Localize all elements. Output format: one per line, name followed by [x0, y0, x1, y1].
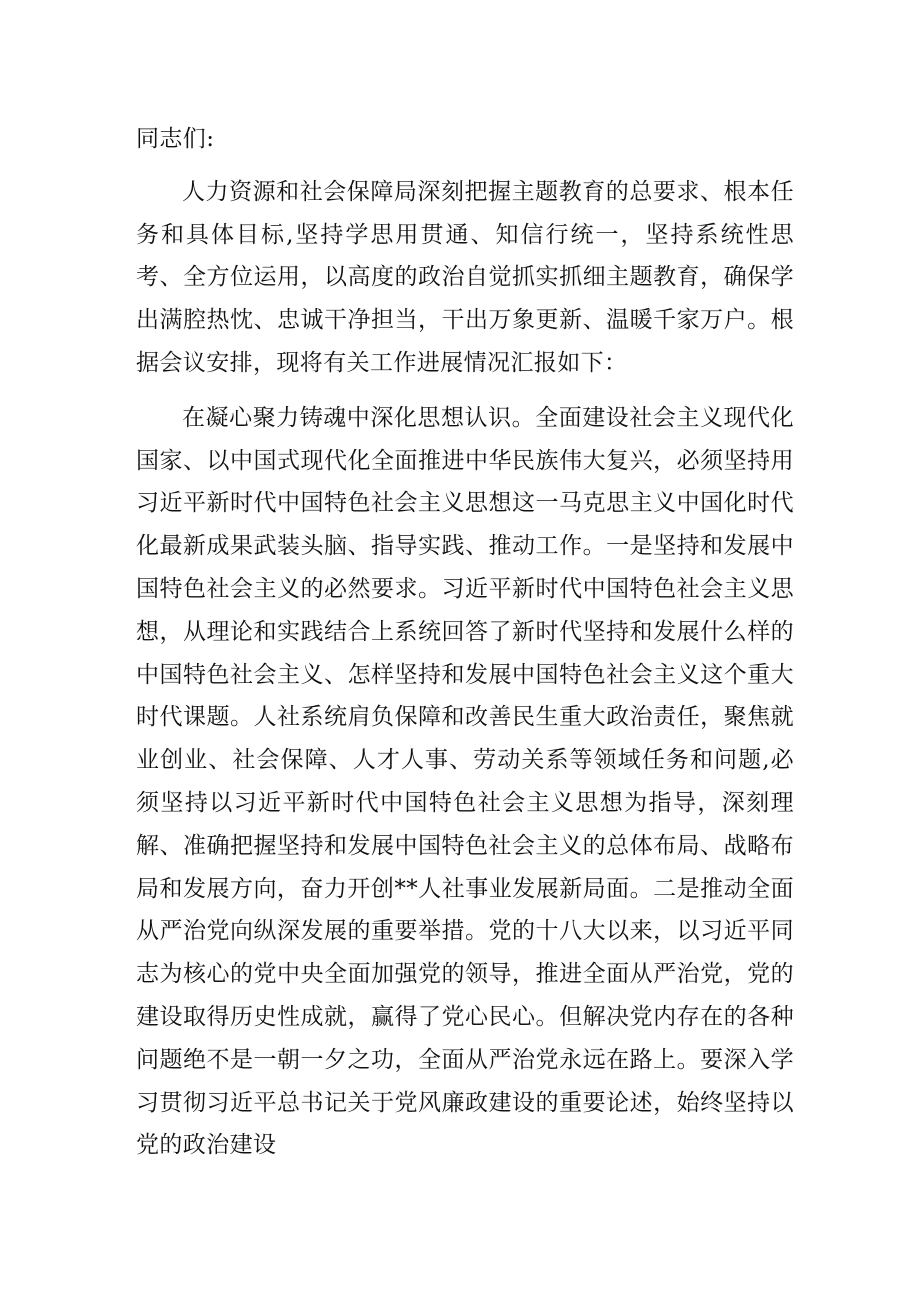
paragraph-intro: 人力资源和社会保障局深刻把握主题教育的总要求、根本任务和具体目标,坚持学思用贯通、知信行统一，坚持系统性思考、全方位运用，以高度的政治自觉抓实抓细主题教育，确保学出满腔热忱、忠诚干净担当，干出万象更新、温暖千家万户。根据会议安排，现将有关工作进展情况汇报如下：	[136, 178, 794, 376]
paragraph-ideology: 在凝心聚力铸魂中深化思想认识。全面建设社会主义现代化国家、以中国式现代化全面推进中华民族伟大复兴，必须坚持用习近平新时代中国特色社会主义思想这一马克思主义中国化时代化最新成果武装头脑、指导实践、推动工作。一是坚持和发展中国特色社会主义的必然要求。习近平新时代中国特色社会主义思想，从理论和实践结合上系统回答了新时代坚持和发展什么样的中国特色社会主义、怎样坚持和发展中国特色社会主义这个重大时代课题。人社系统肩负保障和改善民生重大政治责任，聚焦就业创业、社会保障、人才人事、劳动关系等领域任务和问题,必须坚持以习近平新时代中国特色社会主义思想为指导，深刻理解、准确把握坚持和发展中国特色社会主义的总体布局、战略布局和发展方向，奋力开创**人社事业发展新局面。二是推动全面从严治党向纵深发展的重要举措。党的十八大以来，以习近平同志为核心的党中央全面加强党的领导，推进全面从严治党，党的建设取得历史性成就，赢得了党心民心。但解决党内存在的各种问题绝不是一朝一夕之功，全面从严治党永远在路上。要深入学习贯彻习近平总书记关于党风廉政建设的重要论述，始终坚持以党的政治建设	[136, 404, 794, 1159]
document-body	[136, 118, 794, 1179]
greeting: 同志们:	[136, 126, 215, 152]
